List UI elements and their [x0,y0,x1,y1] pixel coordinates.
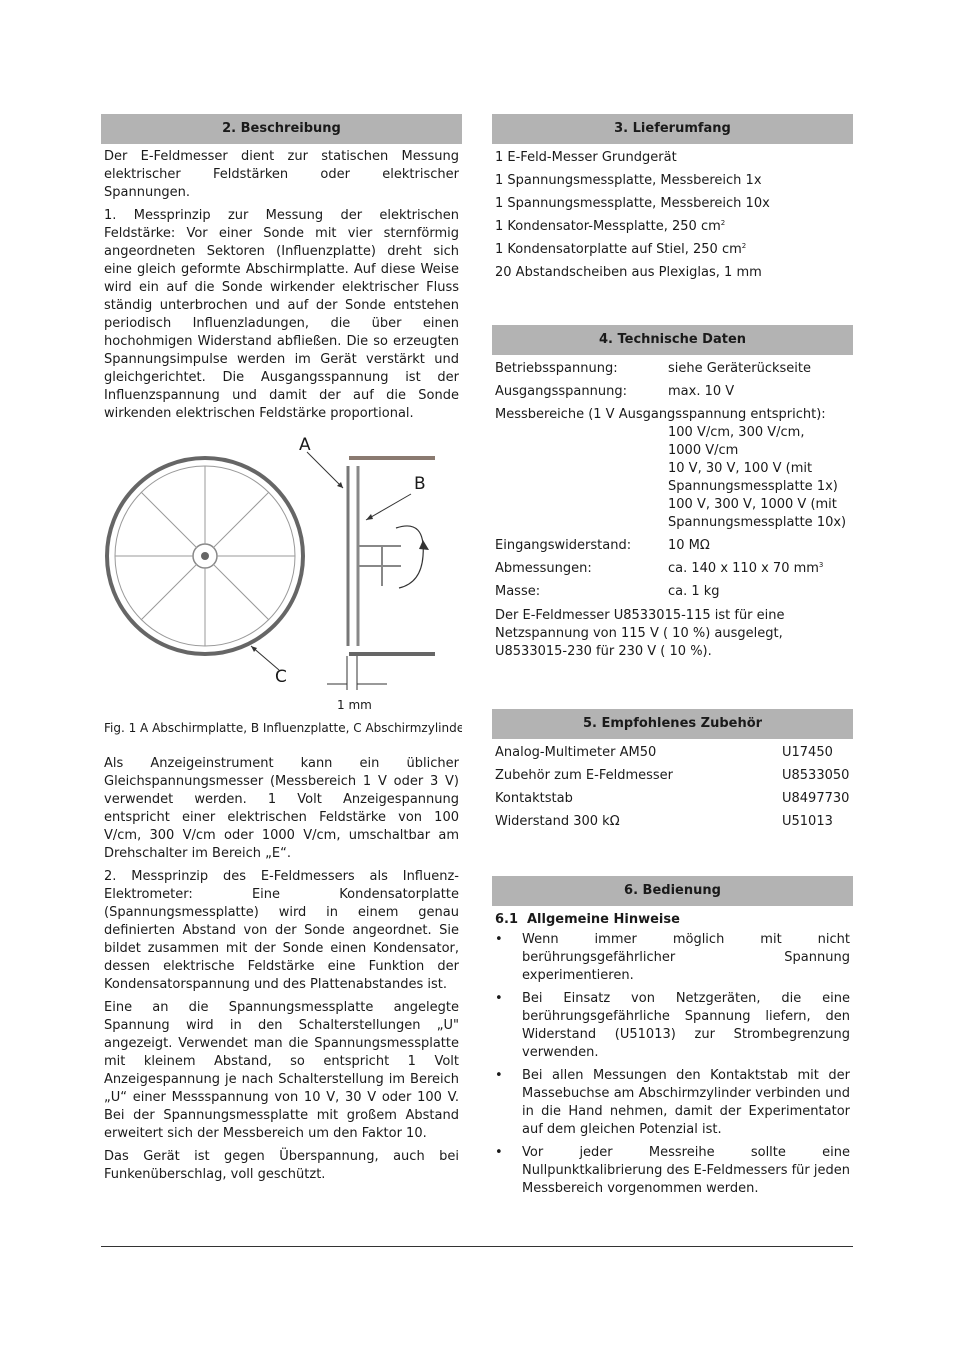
paragraph-intro: Der E-Feldmesser dient zur statischen Messung elektrischer Feldstärken oder elektrischer Spannungen. [104,149,459,200]
list-item: Analog-Multimeter AM50 U17450 [495,745,833,760]
paragraph-ueberspannung: Das Gerät ist gegen Überspannung, auch bei Funkenüberschlag, voll geschützt. [104,1149,459,1182]
paragraph-anzeigeinstrument: Als Anzeigeinstrument kann ein üblicher Gleichspannungsmesser (Messbereich 1 V oder 3 V) verwendet werden. 1 Volt Anzeigespannung entspricht einer elektrischen Feldstärke von 100 V/cm, 300 V/cm oder 1000 V/cm, umschaltbar am Drehschalter im Bereich „E“. [104,756,459,861]
list-item: • Wenn immer möglich mit nicht berührungsgefährlicher Spannung experimentieren. [495,932,850,983]
heading-bedienung: 6. Bedienung [492,876,853,906]
hinweise-list [492,931,853,1198]
footer-rule [101,1246,853,1247]
heading-technische-daten: 4. Technische Daten [492,325,853,355]
paragraph-messprinzip-1: 1. Messprinzip zur Messung der elektrischen Feldstärke: Vor einer Sonde mit vier sternförmig angeordneten Sektoren (Influenzplatte) dreht sich eine gleich geformte Abschirmplatte. Auf diese Weise wird ein auf die Sonde wirkender elektrischer Fluss ständig unterbrochen und auf der Sonde entstehen periodisch Influenzladungen, die über einen hochohmigen Widerstand abfließen. Die so erzeugten Spannungsimpulse werden im Gerät verstärkt und gleichgerichtet. Die Ausgangsspannung ist der Influenzspannung und damit der auf die Sonde wirkenden elektrischen Feldstärke proportional. [104,208,459,421]
leader-a [307,452,343,488]
section-zubehoer [492,709,853,833]
lieferumfang-list [492,146,853,284]
figure-1 [101,428,462,738]
list-item: 1 Kondensator-Messplatte, 250 $cm^2$ [495,219,726,234]
leader-b [366,494,411,520]
hub-center [201,552,209,560]
list-item: Widerstand 300 kΩ U51013 [495,814,833,829]
row-messbereiche-label: Messbereiche (1 V Ausgangsspannung entspricht): [495,407,826,422]
paragraph-spannungsmessplatte: Eine an die Spannungsmessplatte angelegte Spannung wird in den Schalterstellungen „U" angezeigt. Verwendet man die Spannungsmessplatte mit kleinem Abstand, so entspricht 1 Volt Anzeigespannung je nach Schalterstellung im Bereich „U“ einer Messspannung von 10 V, 30 V oder 100 V. Bei der Spannungsmessplatte mit großem Abstand erweitert sich der Messbereich um den Faktor 10. [104,1000,459,1141]
section-beschreibung-cont [101,755,462,1189]
zubehoer-list [492,741,853,833]
figure-caption: Fig. 1 A Abschirmplatte, B Influenzplatte, C Abschirmzylinder [104,721,462,735]
list-item: Zubehör zum E-Feldmesser U8533050 [495,768,850,783]
list-item: • Bei allen Messungen den Kontaktstab mit der Massebuchse am Abschirmzylinder verbinden und in die Hand nehmen, damit der Experimentator auf dem gleichen Potenzial ist. [495,1068,850,1137]
figure-label-c: C [275,667,287,687]
list-item: 1 E-Feld-Messer Grundgerät [495,150,677,165]
rotation-arrowhead [419,540,429,550]
rotation-arrow [396,526,423,588]
figure-label-b: B [414,474,426,494]
list-item: • Bei Einsatz von Netzgeräten, die eine berührungsgefährliche Spannung liefern, den Widerstand (U51013) zur Strombegrenzung verwenden. [495,991,850,1060]
row-abmessungen: Abmessungen: ca. 140 x 110 x 70 $mm^3$ [495,561,824,576]
list-item: Kontaktstab U8497730 [495,791,850,806]
list-item: 20 Abstandscheiben aus Plexiglas, 1 mm [495,265,762,280]
row-masse: Masse: ca. 1 kg [495,584,720,599]
figure-diagram [101,428,462,738]
list-item: 1 Spannungsmessplatte, Messbereich 10x [495,196,770,211]
list-item: • Vor jeder Messreihe sollte eine Nullpunktkalibrierung des E-Feldmessers für jeden Messbereich vorgenommen werden. [495,1145,850,1196]
paragraph-messprinzip-2: 2. Messprinzip des E-Feldmessers als Influenz-Elektrometer: Eine Kondensatorplatte (Spannungsmessplatte) wird in einem genau definierten Abstand von der Sonde angeordnet. Sie bildet zusammen mit der Sonde einen Kondensator, dessen elektrische Feldstärke eine Funktion der Kondensatorspannung und des Plattenabstandes ist. [104,869,459,992]
figure-scale-label: 1 mm [337,698,372,712]
row-ausgangsspannung: Ausgangsspannung: max. 10 V [495,384,735,399]
netzspannung-note: Der E-Feldmesser U8533015-115 ist für eine Netzspannung von 115 V ( 10 %) ausgelegt, U8533015-230 für 230 V ( 10 %). [495,608,785,659]
row-eingangswiderstand: Eingangswiderstand: 10 MΩ [495,538,710,553]
row-messbereiche-values: 100 V/cm, 300 V/cm, 1000 V/cm 10 V, 30 V, 100 V (mit Spannungsmessplatte 1x) 100 V, 300 V, 1000 V (mit Spannungsmessplatte 10x) [668,425,847,530]
heading-lieferumfang: 3. Lieferumfang [492,114,853,144]
section-beschreibung [101,114,462,428]
heading-beschreibung: 2. Beschreibung [101,114,462,144]
list-item: 1 Kondensatorplatte auf Stiel, 250 $cm^2$ [495,242,747,257]
section-technische-daten [492,325,853,661]
row-betriebsspannung: Betriebsspannung: siehe Geräterückseite [495,361,811,376]
heading-zubehoer: 5. Empfohlenes Zubehör [492,709,853,739]
figure-label-a: A [299,435,311,455]
section-bedienung [492,876,853,1203]
list-item: 1 Spannungsmessplatte, Messbereich 1x [495,173,762,188]
section-lieferumfang [492,114,853,284]
subheading-allgemeine-hinweise: 6.1 Allgemeine Hinweise [495,912,680,927]
